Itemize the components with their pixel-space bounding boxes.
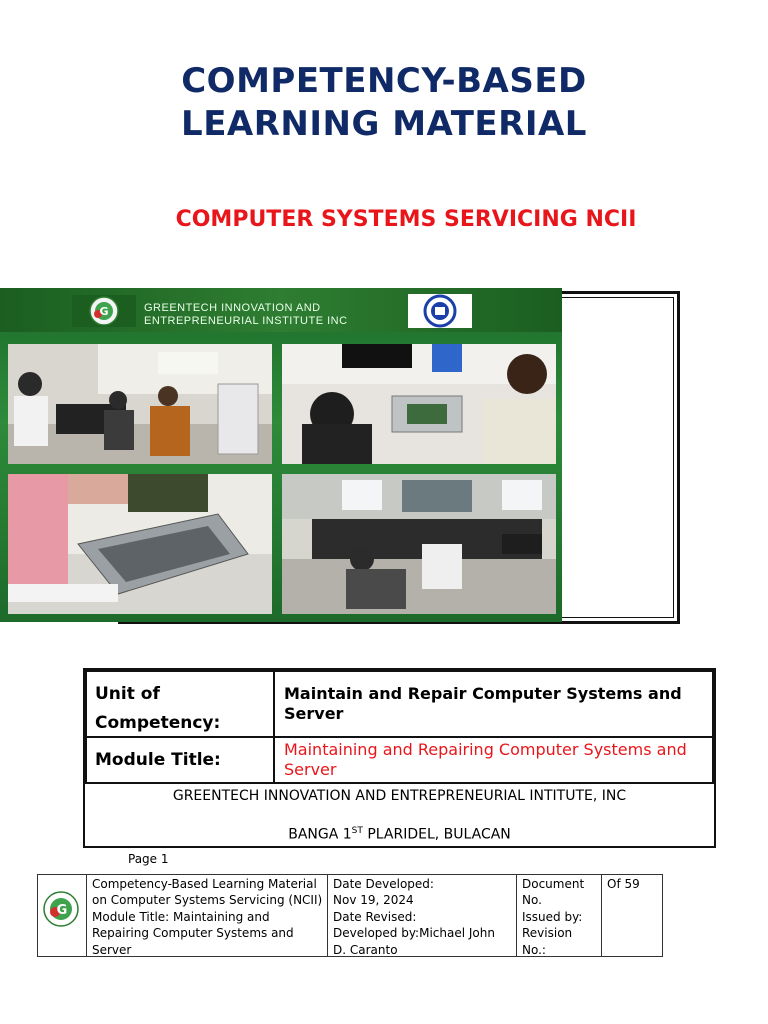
unit-label-line-1: Unit of [95, 684, 160, 704]
svg-text:G: G [99, 305, 109, 318]
module-label-cell [85, 736, 275, 784]
unit-label-cell [85, 670, 275, 738]
address-part-1: BANGA 1 [288, 826, 352, 843]
footer-col1-line: Server [92, 942, 132, 957]
tesda-logo-icon [408, 294, 472, 328]
module-value-cell [273, 736, 714, 784]
photo-top-right [282, 344, 556, 464]
footer-col-material [86, 875, 327, 956]
footer-col1-line: Module Title: Maintaining and [92, 909, 270, 924]
banner-line-1: GREENTECH INNOVATION AND [144, 302, 321, 314]
footer-col2-line: Developed by:Michael John [333, 926, 495, 941]
unit-of-competency-table [83, 668, 716, 848]
document-footer-table [37, 874, 663, 957]
footer-col3-line: Document [522, 877, 585, 891]
address-part-2: PLARIDEL, BULACAN [362, 826, 511, 843]
footer-col2-line: Nov 19, 2024 [333, 893, 414, 908]
unit-label-line-2: Competency: [95, 713, 221, 733]
address-superscript: ST [351, 826, 363, 836]
footer-col3-line: No. [522, 893, 542, 908]
photo-bottom-left [8, 474, 272, 614]
footer-col3-line: No.: [522, 942, 546, 957]
unit-value-cell [273, 670, 714, 738]
footer-col-dates [327, 875, 516, 956]
footer-col-pages [601, 875, 662, 956]
photo-bottom-right [282, 474, 556, 614]
cover-photo-collage [0, 288, 562, 622]
footer-col1-line: Competency-Based Learning Material [92, 877, 317, 891]
institute-address [85, 826, 714, 843]
footer-col2-line: D. Caranto [333, 942, 398, 957]
module-value: Maintaining and Repairing Computer Systems and Server [284, 740, 687, 779]
institute-name: GREENTECH INNOVATION AND ENTREPRENEURIAL INTITUTE, INC [172, 788, 627, 804]
title-line-1: COMPETENCY-BASED [181, 61, 587, 101]
footer-logo-icon [43, 891, 79, 927]
svg-text:G: G [56, 903, 68, 918]
photo-top-left [8, 344, 272, 464]
title-line-2: LEARNING MATERIAL [181, 104, 587, 144]
footer-col-document [516, 875, 601, 956]
institute-banner [0, 288, 562, 332]
module-label: Module Title: [95, 750, 221, 770]
greentech-logo-icon [72, 295, 136, 327]
footer-col3-line: Issued by: [522, 909, 583, 924]
footer-col1-line: Repairing Computer Systems and [92, 926, 294, 941]
footer-col2-line: Date Revised: [333, 909, 417, 924]
institute-banner-text [144, 302, 348, 328]
unit-value: Maintain and Repair Computer Systems and Server [284, 684, 682, 723]
footer-col1-line: on Computer Systems Servicing (NCII) [92, 893, 323, 908]
footer-col3-line: Revision [522, 926, 573, 941]
footer-page-count: Of 59 [607, 877, 640, 891]
banner-line-2: ENTREPRENEURIAL INSTITUTE INC [144, 315, 348, 327]
page-number: Page 1 [128, 852, 169, 866]
document-title [0, 60, 768, 146]
footer-col2-line: Date Developed: [333, 877, 434, 891]
qualification-title: COMPUTER SYSTEMS SERVICING NCII [175, 207, 637, 232]
